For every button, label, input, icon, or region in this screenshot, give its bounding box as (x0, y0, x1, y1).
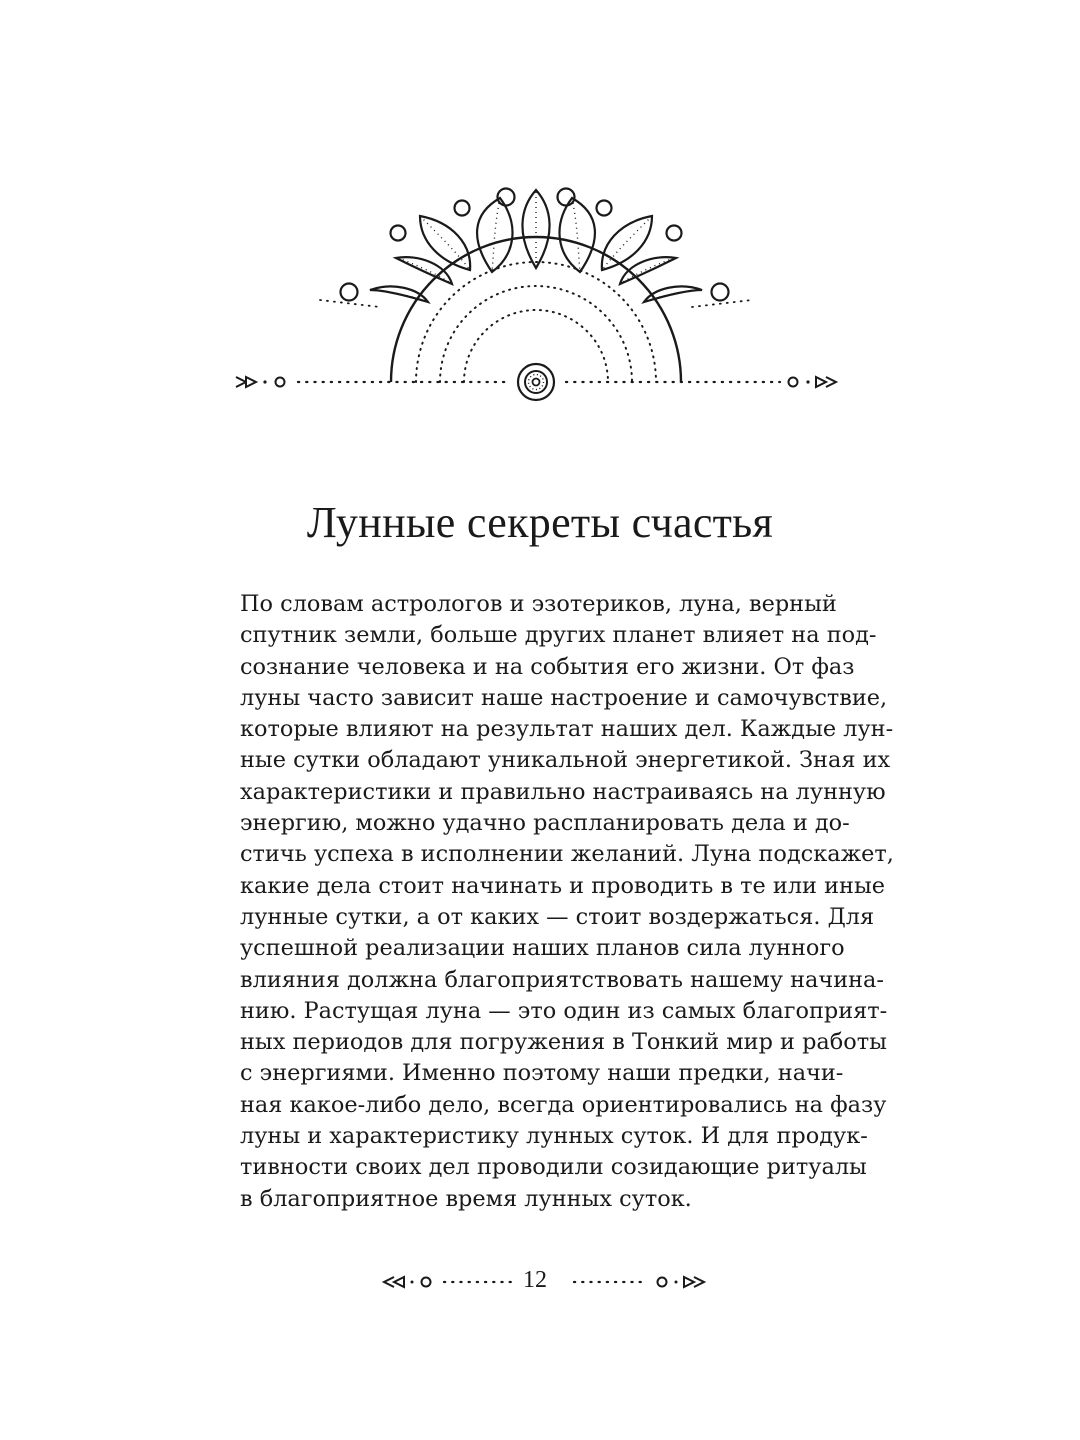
paragraph-line: спутник земли, больше других планет влияет на под- (240, 622, 877, 649)
sun-core (518, 364, 554, 400)
paragraph-line: которые влияют на результат наших дел. Каждые лун- (240, 716, 894, 743)
paragraph-line: какие дела стоит начинать и проводить в те или иные (240, 872, 886, 899)
page-number: 12 (523, 1267, 547, 1293)
page-title: Лунные секреты счастья (306, 498, 774, 547)
paragraph-line: ных периодов для погружения в Тонкий мир и работы (240, 1029, 887, 1056)
divider-right (566, 377, 836, 387)
paragraph-line: влияния должна благоприятствовать нашему начина- (240, 966, 884, 993)
sun-mandala-icon (0, 0, 1080, 440)
paragraph-line: лунные сутки, а от каких — стоит воздержаться. Для (240, 903, 875, 930)
paragraph-line: стичь успеха в исполнении желаний. Луна подскажет, (240, 841, 894, 868)
paragraph-line: ные сутки обладают уникальной энергетикой. Зная их (240, 747, 891, 774)
paragraph-line: тивности своих дел проводили созидающие ритуалы (240, 1154, 867, 1181)
divider-left (236, 377, 506, 387)
paragraph-line: По словам астрологов и эзотериков, луна, верный (240, 591, 837, 617)
paragraph-line: успешной реализации наших планов сила лунного (240, 935, 845, 962)
body-paragraph (240, 589, 894, 1215)
paragraph-line: луны часто зависит наше настроение и самочувствие, (240, 684, 888, 711)
paragraph-line: в благоприятное время лунных суток. (240, 1185, 692, 1212)
paragraph-line: характеристики и правильно настраиваясь на лунную (240, 778, 886, 805)
paragraph-line: ная какое-либо дело, всегда ориентировались на фазу (240, 1091, 887, 1118)
paragraph-line: сознание человека и на события его жизни. От фаз (240, 653, 855, 680)
paragraph-line: луны и характеристику лунных суток. И для продук- (240, 1123, 868, 1150)
paragraph-line: с энергиями. Именно поэтому наши предки, начи- (240, 1060, 844, 1087)
paragraph-line: нию. Растущая луна — это один из самых благоприят- (240, 997, 888, 1024)
moon-circles (341, 189, 729, 301)
paragraph-line: энергию, можно удачно распланировать дела и до- (240, 810, 850, 837)
